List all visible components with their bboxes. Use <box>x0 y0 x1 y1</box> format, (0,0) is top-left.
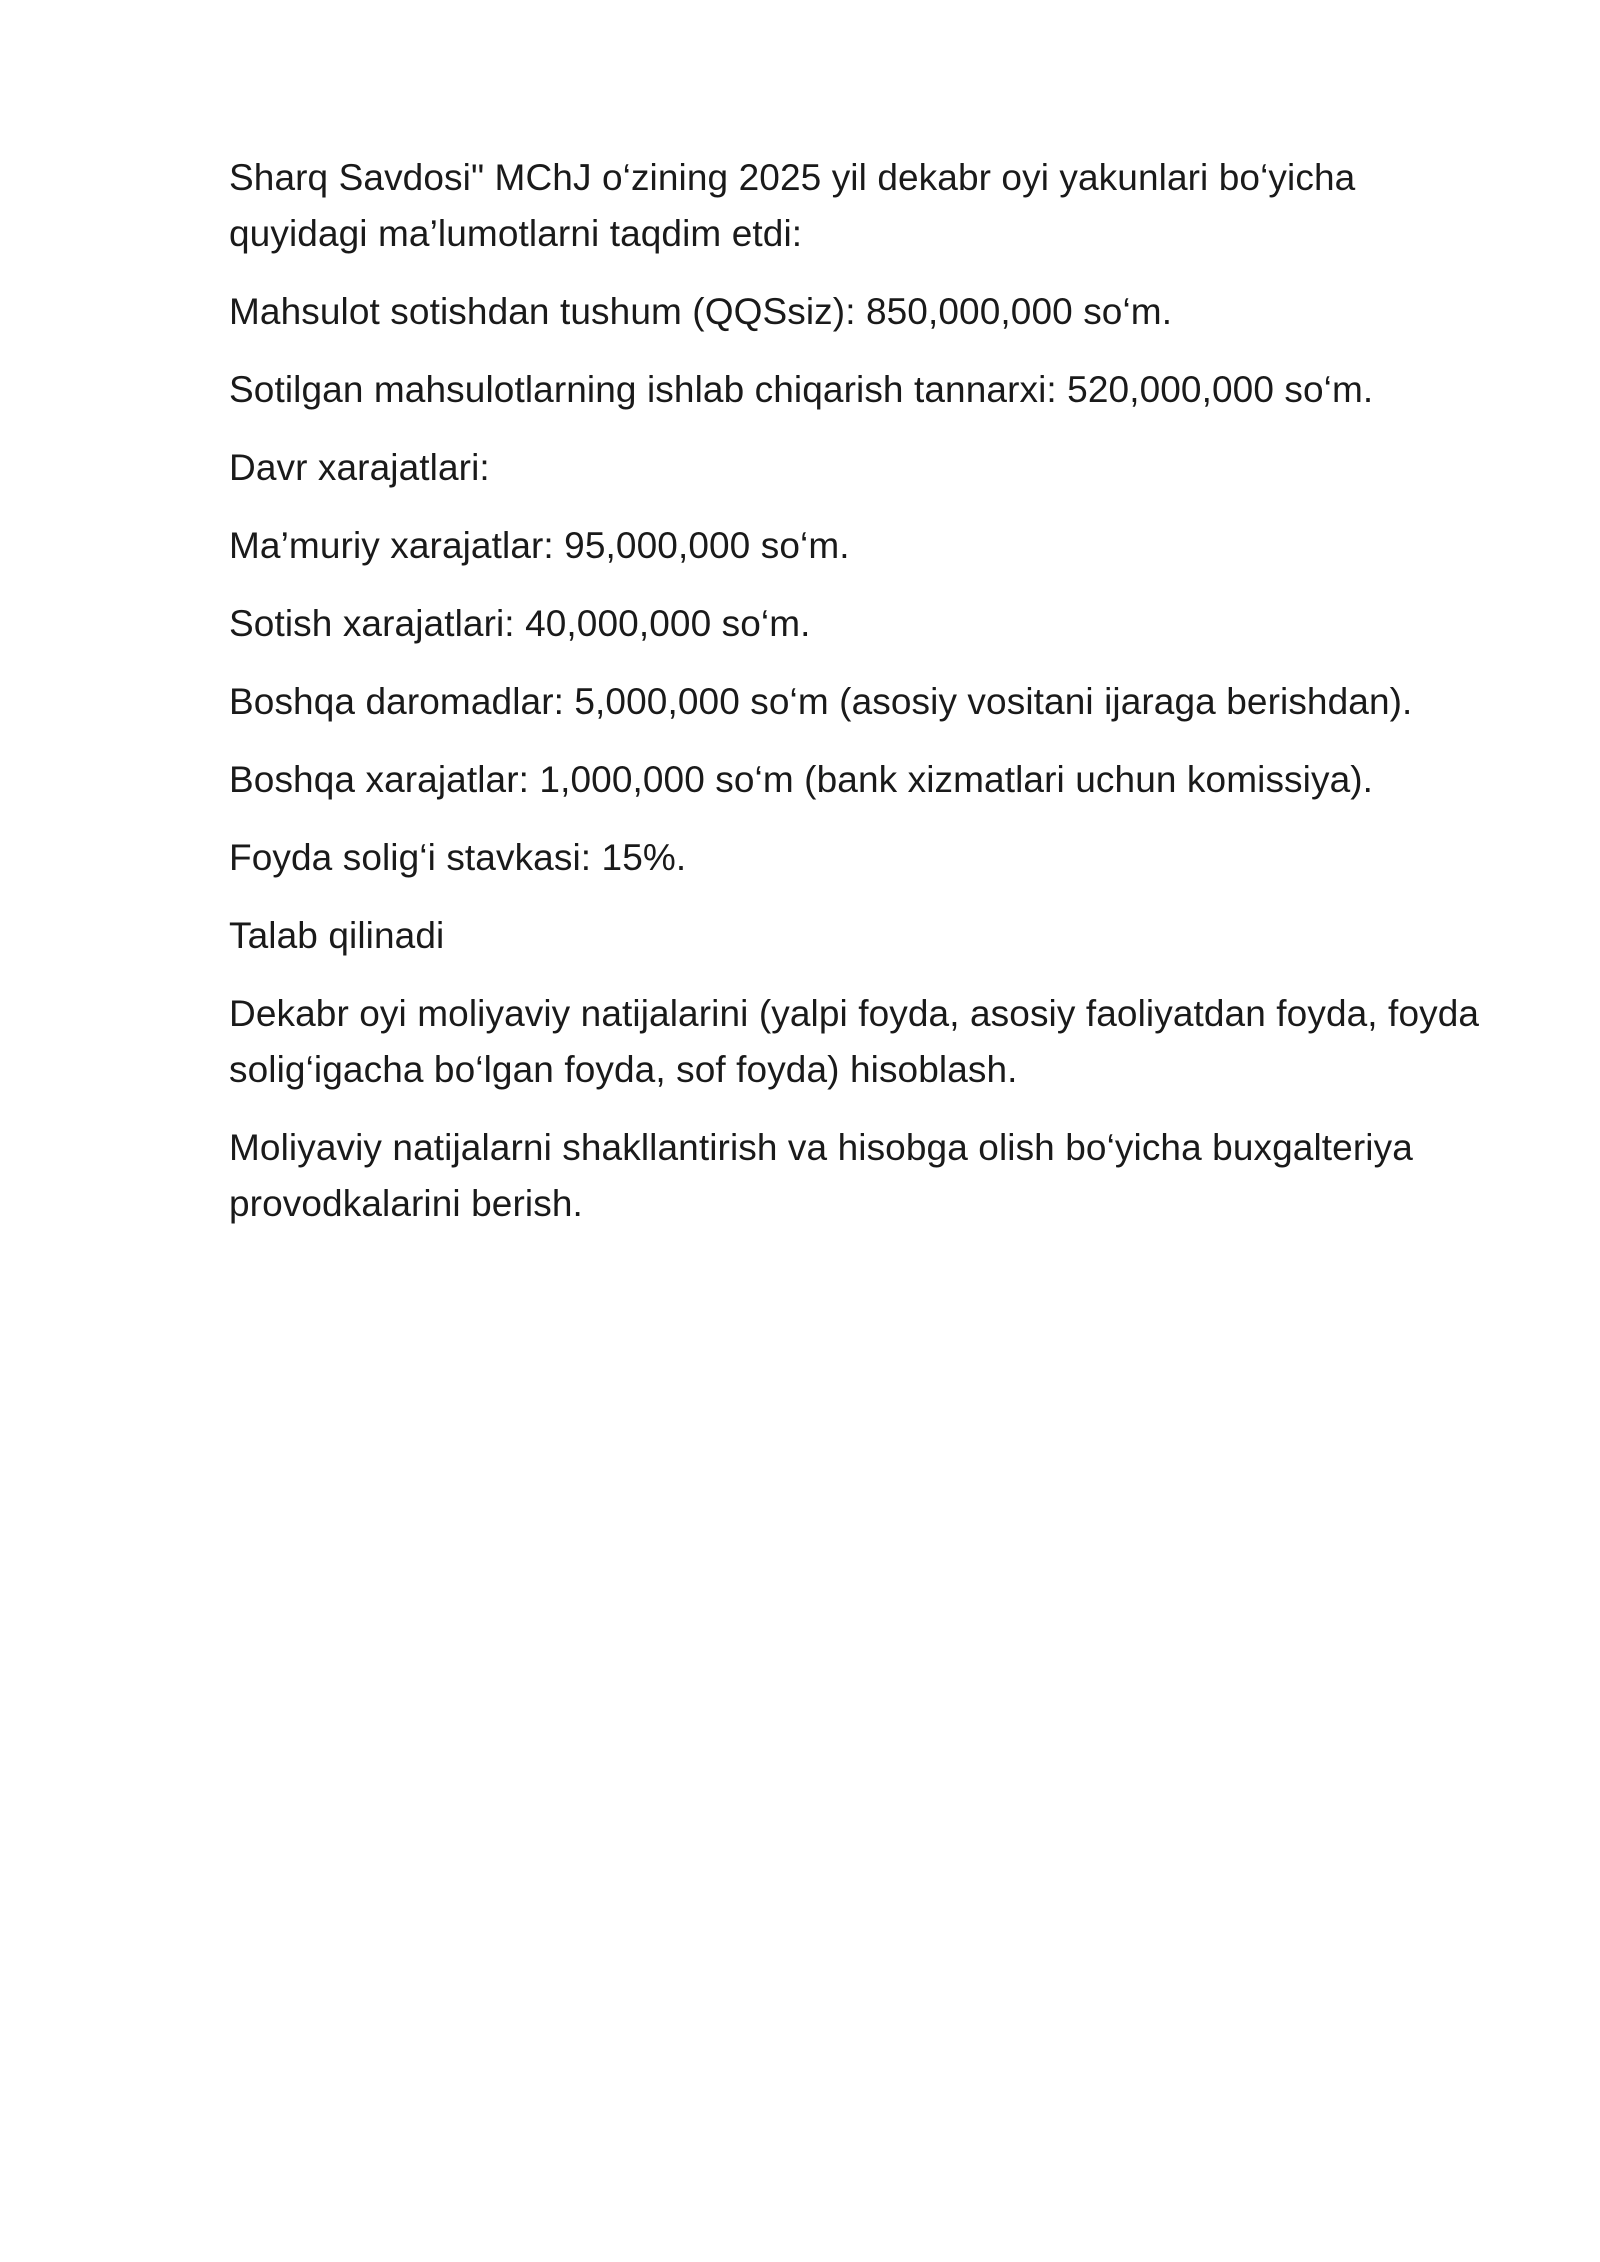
period-expenses-heading: Davr xarajatlari: <box>229 447 490 488</box>
document-body <box>229 150 1489 1254</box>
requirement-accounting-entries: Moliyaviy natijalarni shakllantirish va hisobga olish bo‘yicha buxgalteriya provodkalarini berish. <box>229 1127 1413 1224</box>
revenue-line: Mahsulot sotishdan tushum (QQSsiz): 850,000,000 so‘m. <box>229 291 1173 332</box>
cost-of-sales-line: Sotilgan mahsulotlarning ishlab chiqarish tannarxi: 520,000,000 so‘m. <box>229 369 1374 410</box>
selling-expenses-line: Sotish xarajatlari: 40,000,000 so‘m. <box>229 603 811 644</box>
requirement-calculate-results: Dekabr oyi moliyaviy natijalarini (yalpi foyda, asosiy faoliyatdan foyda, foyda solig‘igacha bo‘lgan foyda, sof foyda) hisoblash. <box>229 993 1480 1090</box>
administrative-expenses-line: Ma’muriy xarajatlar: 95,000,000 so‘m. <box>229 525 850 566</box>
intro-paragraph: Sharq Savdosi" MChJ o‘zining 2025 yil dekabr oyi yakunlari bo‘yicha quyidagi ma’lumotlarni taqdim etdi: <box>229 157 1356 254</box>
other-income-line: Boshqa daromadlar: 5,000,000 so‘m (asosiy vositani ijaraga berishdan). <box>229 681 1413 722</box>
requirements-heading: Talab qilinadi <box>229 915 445 956</box>
other-expenses-line: Boshqa xarajatlar: 1,000,000 so‘m (bank xizmatlari uchun komissiya). <box>229 759 1374 800</box>
tax-rate-line: Foyda solig‘i stavkasi: 15%. <box>229 837 687 878</box>
